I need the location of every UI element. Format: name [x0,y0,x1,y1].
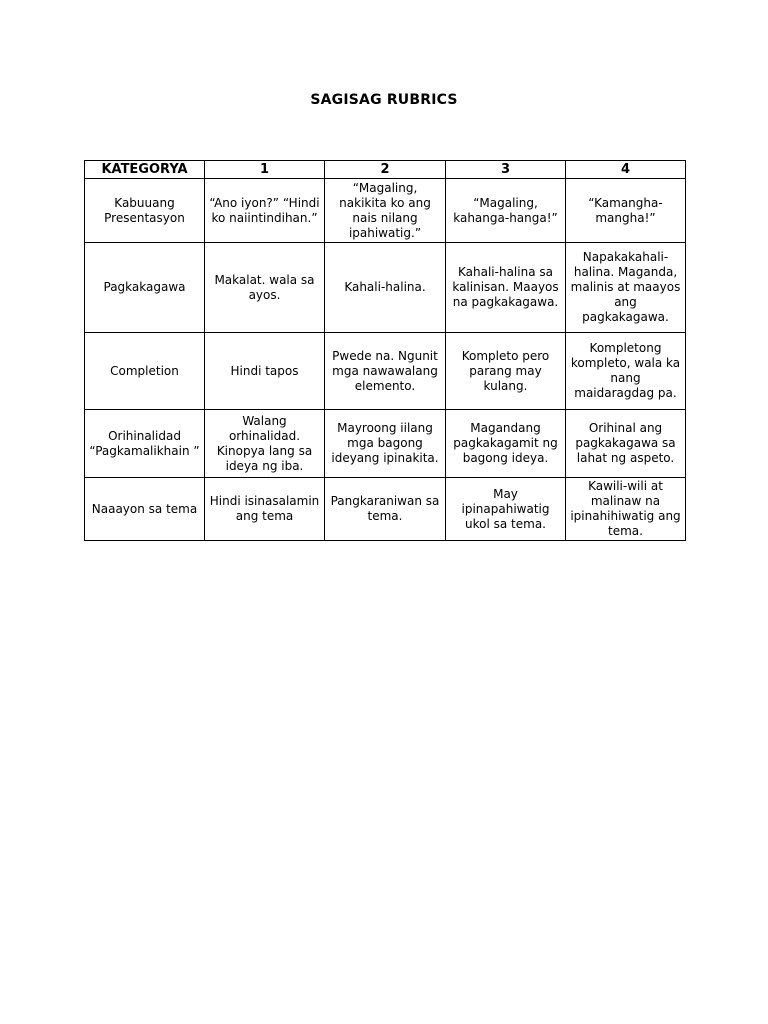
category-cell: Kabuuang Presentasyon [85,179,205,243]
table-row [85,243,686,333]
category-cell: Orihinalidad “Pagkamalikhain ” [85,410,205,478]
score-cell: “Magaling, kahanga-hanga!” [446,179,566,243]
score-cell: Magandang pagkakagamit ng bagong ideya. [446,410,566,478]
header-category: KATEGORYA [85,161,205,179]
score-cell: Pangkaraniwan sa tema. [325,478,446,541]
score-cell: “Magaling, nakikita ko ang nais nilang ipahiwatig.” [325,179,446,243]
header-score-1: 1 [205,161,325,179]
rubric-table [84,160,686,541]
score-cell: Kahali-halina sa kalinisan. Maayos na pagkakagawa. [446,243,566,333]
score-cell: Orihinal ang pagkakagawa sa lahat ng aspeto. [566,410,686,478]
document-title: SAGISAG RUBRICS [310,92,458,108]
table-row [85,179,686,243]
header-score-3: 3 [446,161,566,179]
score-cell: Hindi tapos [205,333,325,410]
score-cell: Walang orhinalidad. Kinopya lang sa ideya ng iba. [205,410,325,478]
table-row [85,478,686,541]
table-header-row [85,161,686,179]
score-cell: “Kamangha-mangha!” [566,179,686,243]
score-cell: Kahali-halina. [325,243,446,333]
table-row [85,333,686,410]
score-cell: Kawili-wili at malinaw na ipinahihiwatig ang tema. [566,478,686,541]
score-cell: Napakakahali-halina. Maganda, malinis at maayos ang pagkakagawa. [566,243,686,333]
header-score-4: 4 [566,161,686,179]
header-score-2: 2 [325,161,446,179]
score-cell: Mayroong iilang mga bagong ideyang ipinakita. [325,410,446,478]
category-cell: Completion [85,333,205,410]
score-cell: Makalat. wala sa ayos. [205,243,325,333]
score-cell: Kompleto pero parang may kulang. [446,333,566,410]
score-cell: Kompletong kompleto, wala ka nang maidaragdag pa. [566,333,686,410]
score-cell: Pwede na. Ngunit mga nawawalang elemento. [325,333,446,410]
score-cell: Hindi isinasalamin ang tema [205,478,325,541]
category-cell: Pagkakagawa [85,243,205,333]
category-cell: Naaayon sa tema [85,478,205,541]
score-cell: “Ano iyon?” “Hindi ko naiintindihan.” [205,179,325,243]
score-cell: May ipinapahiwatig ukol sa tema. [446,478,566,541]
table-row [85,410,686,478]
